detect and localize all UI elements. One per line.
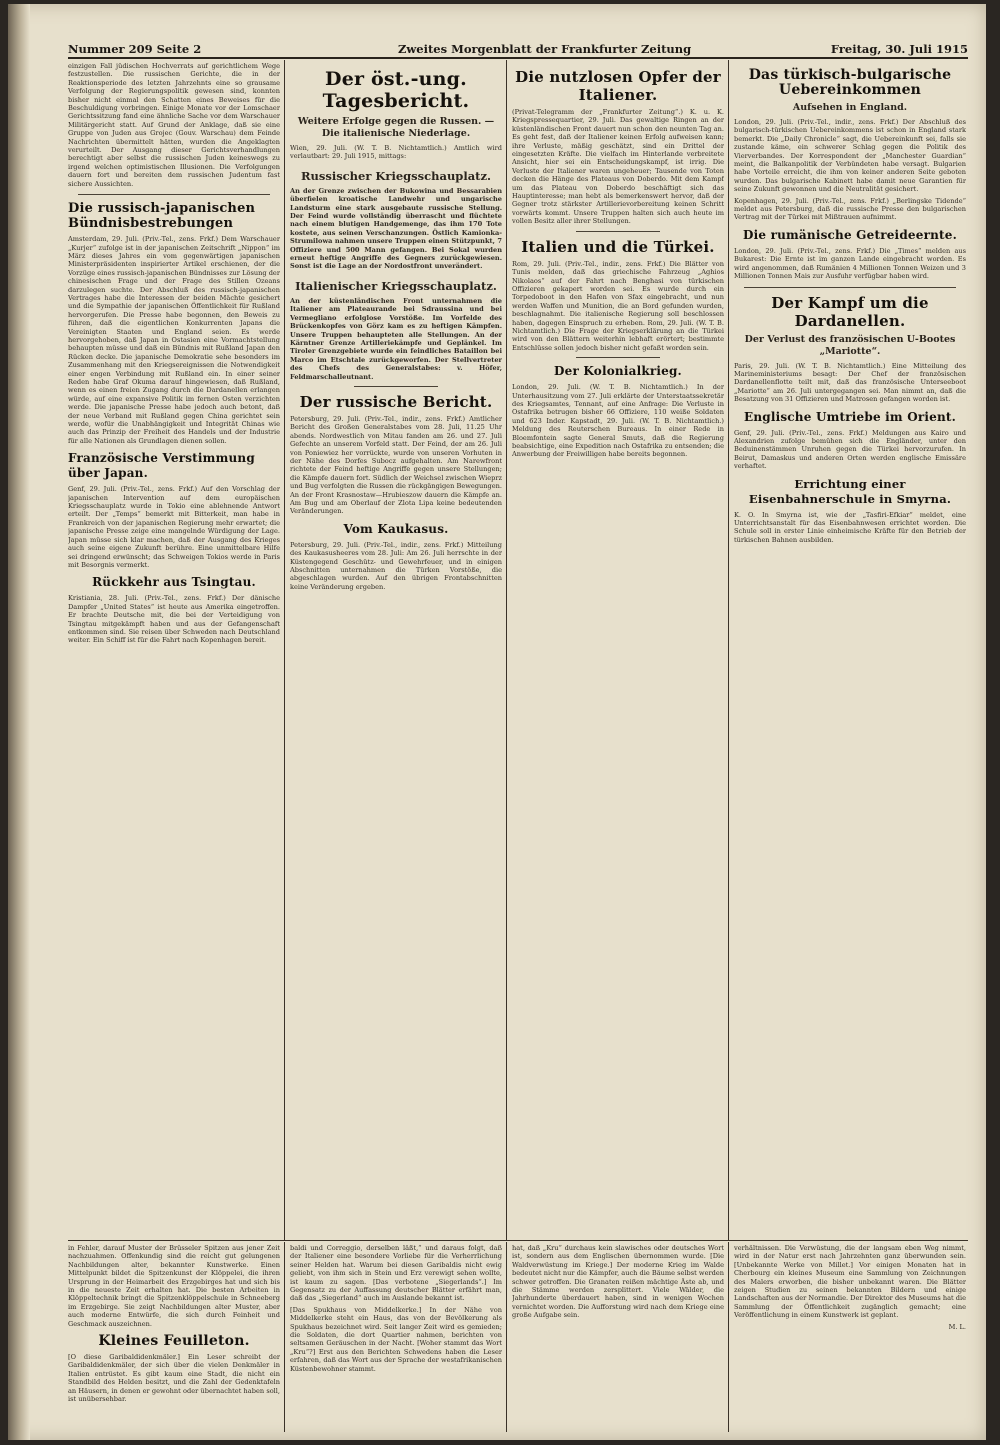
issue-number: Nummer 209 Seite 2 xyxy=(68,42,202,56)
article-text: Amsterdam, 29. Juli. (Priv.-Tel., zens. Frkf.) Dem Warschauer „Kurjer“ zufolge ist in der japanischen Zeitschrift „Nippon“ im März dieses Jahres ein vom gegenwärtigen japanischen Ministerpräsidenten inspirierter Artikel erschienen, der die Vorzüge eines russisch-japanischen Bündnisses zur Lösung der chinesischen Frage und der Frage des Stillen Ozeans darzulegen suchte. Der Abschluß des russisch-japanischen Vertrages habe die Interessen der beiden Mächte gesichert und die Sympathie der japanischen Öffentlichkeit für Rußland hervorgerufen. Die Presse habe begonnen, den Beweis zu führen, daß die eigentlichen Konkurrenten Japans die Vereinigten Staaten und England seien. Es werde hervorgehoben, daß Japan in Ostasien eine Vormachtstellung behaupten müsse und daß ein Bündnis mit Rußland Japan den Rücken decke. Die japanische Demokratie sehe besonders im Zusammenhang mit den Kriegsereignissen die Notwendigkeit einer engen Verbindung mit Rußland ein. In einer seiner Reden habe Graf Okuma darauf hingewiesen, daß Rußland, wenn es einen freien Zugang durch die Dardanellen erlangen würde, auf eine expansive Politik im fernen Osten verzichten werde. Die japanische Presse habe jedoch auch betont, daß der neue Verband mit Rußland gegen China gerichtet sein werde, wofür die Unabhängigkeit und Integrität Chinas wie auch das Prinzip der Freiheit des Handels und der Industrie für alle Nationen als Grundlagen dienen sollen. xyxy=(68,235,280,445)
headline: Die russisch-japanischen Bündnisbestrebungen xyxy=(68,201,256,232)
article-text: K. O. In Smyrna ist, wie der „Tasfiri-Efkiar“ meldet, eine Unterrichtsanstalt für das Eisenbahnwesen errichtet worden. Die Schule soll in erster Linie einheimische Kräfte für den Betrieb der türkischen Bahnen ausbilden. xyxy=(734,510,966,544)
column-4 xyxy=(734,62,966,1238)
headline: Kleines Feuilleton. xyxy=(98,1333,250,1350)
article-text: London, 29. Juli. (Priv.-Tel., indir., zens. Frkf.) Der Abschluß des bulgarisch-türkischen Uebereinkommens ist schon in England stark bemerkt. Die „Daily Chronicle“ sagt, die Uebereinkunft sei, falls sie zustande käme, ein schwerer Schlag gegen die Politik des Vierverbandes. Der Korrespondent der „Manchester Guardian“ meint, die Balkanpolitik der Verbündeten habe versagt. Bulgarien habe Vorteile erreicht, die ihm von keiner anderen Seite geboten wurden. Das bulgarische Kabinett habe damit neue Garantien für seine Zukunft gewonnen und die Neutralität gesichert. xyxy=(734,118,966,194)
article-text: einzigen Fall jüdischen Hochverrats auf gerichtlichem Wege festzustellen. Die russischen Gerichte, die in der Reaktionsperiode des letzten Jahrzehnts eine so grausame Verfolgung der Regierungspolitik gewesen sind, konnten bisher nicht einmal den Schatten eines Beweises für die Beschuldigung vorbringen. Einige Monate vor der Lomschaer Gerichtssitzung fand eine ähnliche Sache vor dem Warschauer Militärgericht statt. Auf Grund der Anklage, daß sie eine Gruppe von Juden aus Grojec (Gouv. Warschau) dem Feinde Nachrichten übermittelt hätten, wurden die Angeklagten verurteilt. Der Ausgang dieser Gerichtsverhandlungen berechtigt aber selbst die russischen Juden keineswegs zu irgend welchen optimistischen Illusionen. Die Verfolgungen dauern fort und bereiten dem russischen Judentum fast sichere Aussichten. xyxy=(68,62,280,188)
author-signature: M. L. xyxy=(948,1322,966,1331)
article-text: Kristiania, 28. Juli. (Priv.-Tel., zens. Frkf.) Der dänische Dampfer „United States“ ist heute aus Amerika eingetroffen. Er brachte Deutsche mit, die bei der Verteidigung von Tsingtau mitgekämpft haben und aus der Gefangenschaft entkommen sind. Sie reisen über Schweden nach Deutschland weiter. Ein Schiff ist für die Fahrt nach Kopenhagen bereit. xyxy=(68,594,280,645)
headline: Der öst.-ung. Tagesbericht. xyxy=(322,68,470,112)
article-text: London, 29. Juli. (W. T. B. Nichtamtlich.) In der Unterhausitzung vom 27. Juli erklärte der Unterstaatssekretär des Kriegsamtes, Tennant, auf eine Anfrage: Die Verluste in Ostafrika betrugen bisher 66 Offiziere, 110 weiße Soldaten und 623 Inder. Kapstadt, 29. Juli. (W. T. B. Nichtamtlich.) Meldung des Reuterschen Bureaus. In einer Rede in Bloemfontein sagte General Smuts, daß die Regierung beabsichtige, eine Expedition nach Ostafrika zu entsenden; die Anwerbung der Freiwilligen habe bereits begonnen. xyxy=(512,383,724,459)
article-text: Wien, 29. Juli. (W. T. B. Nichtamtlich.) Amtlich wird verlautbart: 29. Juli 1915, mittags: xyxy=(290,144,502,161)
feuilleton-text: [Das Spukhaus von Middelkerke.] In der Nähe von Middelkerke steht ein Haus, das von der Bevölkerung als Spukhaus bezeichnet wird. Seit langer Zeit wird es gemieden; die Soldaten, die dort Quartier nahmen, berichten von seltsamen Geräuschen in der Nacht. [Woher stammt das Wort „Kru“?] Erst aus den Berichten Schwedens haben die Leser erfahren, daß das Wort aus der Sprache der westafrikanischen Küstenbewohner stammt. xyxy=(290,1305,502,1373)
feuilleton-column-4 xyxy=(734,1244,966,1432)
separator xyxy=(354,386,439,387)
article-text: Rom, 29. Juli. (Priv.-Tel., indir., zens. Frkf.) Die Blätter von Tunis melden, daß das griechische Fahrzeug „Aghios Nikolaos“ auf der Fahrt nach Benghasi von türkischen Offizieren gekapert worden sei. Es wurde durch ein Torpedoboot in den Hafen von Sfax eingebracht, und nun werden Waffen und Munition, die an Bord gefunden wurden, beschlagnahmt. Die italienische Regierung soll beschlossen haben, dagegen Einspruch zu erheben. Rom, 29. Juli. (W. T. B. Nichtamtlich.) Die Frage der Kriegserklärung an die Türkei wird von den Blättern weiterhin lebhaft erörtert; bestimmte Entschlüsse sollen jedoch bisher nicht gefaßt worden sein. xyxy=(512,259,724,352)
newspaper-page xyxy=(8,4,986,1440)
column-divider xyxy=(506,60,507,1240)
feuilleton-divider xyxy=(68,1240,968,1241)
column-divider xyxy=(284,1242,285,1432)
feuilleton-column-3 xyxy=(512,1244,724,1432)
feuilleton-text: verhältnissen. Die Verwüstung, die der langsam eben Weg nimmt, wird in der Natur erst nach Jahrzehnten ganz überwunden sein. [Unbekannte Werke von Millet.] Vor einigen Monaten hat in Cherbourg ein kleines Museum eine Sammlung von Zeichnungen des Malers erworben, die bisher unbekannt waren. Die Blätter zeigen Studien zu seinen bekannten Bildern und einige Landschaften aus der Normandie. Der Direktor des Museums hat die Sammlung der Öffentlichkeit zugänglich gemacht; eine Veröffentlichung in einem Kunstwerk ist geplant. xyxy=(734,1244,966,1320)
column-2 xyxy=(290,62,502,1238)
headline: Der russische Bericht. xyxy=(299,392,493,411)
separator xyxy=(744,287,956,288)
headline: Der Kolonialkrieg. xyxy=(554,364,682,379)
column-1 xyxy=(68,62,280,1238)
column-divider xyxy=(506,1242,507,1432)
feuilleton-column-1 xyxy=(68,1244,280,1432)
headline: Englische Umtriebe im Orient. xyxy=(743,409,957,424)
article-text: An der Grenze zwischen der Bukowina und Bessarabien überfielen kroatische Landwehr und ungarische Landsturm eine stark ausgebaute russische Stellung. Der Feind wurde vollständig überrascht und flüchtete nach einem blutigen Handgemenge, das ihm 170 Tote kostete, aus seinen Verschanzungen. Östlich Kamionka-Strumilowa nahmen unsere Truppen einen Stützpunkt, 7 Offiziere und 500 Mann gefangen. Bei Sokal wurden erneut heftige Angriffe des Gegners zurückgewiesen. Sonst ist die Lage an der Nordostfront unverändert. xyxy=(290,186,502,271)
article-text: Petersburg, 29. Juli. (Priv.-Tel., indir., zens. Frkf.) Amtlicher Bericht des Großen Generalstabes vom 28. Juli, 11.25 Uhr abends. Nordwestlich von Mitau fanden am 26. und 27. Juli Gefechte an unserem Vorfeld statt. Der Feind, der am 26. Juli von Poniewiez her vorrückte, wurde von unseren Vorhuten in der Nähe des Dorfes Subocz aufgehalten. Am Narewfront richtete der Feind heftige Angriffe gegen unsere Stellungen; die Kämpfe dauern fort. Südlich der Weichsel zwischen Wieprz und Bug verfolgten die Russen die rückgängigen Bewegungen. An der Front Krasnostaw—Hrubieszow dauern die Kämpfe an. Am Bug und am Oberlauf der Zlota Lipa keine bedeutenden Veränderungen. xyxy=(290,414,502,516)
headline: Der Kampf um die Dardanellen. xyxy=(771,293,929,330)
separator xyxy=(576,231,661,232)
headline: Rückkehr aus Tsingtau. xyxy=(92,575,256,590)
headline: Italien und die Türkei. xyxy=(521,237,715,256)
article-text: Kopenhagen, 29. Juli. (Priv.-Tel., zens. Frkf.) „Berlingske Tidende“ meldet aus Petersburg, daß die russische Presse den bulgarischen Vertrag mit der Türkei mit Mißtrauen aufnimmt. xyxy=(734,196,966,222)
column-divider xyxy=(728,1242,729,1432)
issue-date: Freitag, 30. Juli 1915 xyxy=(830,42,968,56)
subheadline: Weitere Erfolge gegen die Russen. — Die italienische Niederlage. xyxy=(297,116,495,139)
subheadline: Aufsehen in England. xyxy=(792,102,908,113)
column-divider xyxy=(284,60,285,1240)
headline: Die rumänische Getreideernte. xyxy=(743,227,957,242)
feuilleton-text: hat, daß „Kru“ durchaus kein slawisches oder deutsches Wort ist, sondern aus dem Englischen übernommen wurde. [Die Waldverwüstung im Kriege.] Der moderne Krieg im Walde bedeutet nicht nur die Kämpfer, auch die Bäume selbst werden schwer getroffen. Die Granaten reißen mächtige Äste ab, und die Stämme werden zersplittert. Viele Wälder, die Jahrhunderte überdauert haben, sind in wenigen Wochen vernichtet worden. Die Aufforstung wird nach dem Kriege eine große Aufgabe sein. xyxy=(512,1244,724,1320)
paper-name: Zweites Morgenblatt der Frankfurter Zeitung xyxy=(398,42,692,56)
feuilleton-text: baldi und Correggio, derselben läßt,“ und daraus folgt, daß der Italiener eine besondere Vorliebe für die Verherrlichung seiner Helden hat. Warum bei diesen Garibaldis nicht ewig geliebt, von ihm sich in Stein und Erz verewigt sehen wollte, ist kaum zu sagen. [Das verbotene „Siegerlands“.] Im Gegensatz zu der Auffassung deutscher Blätter erfährt man, daß das „Siegerland“ auch im Auslande bekannt ist. xyxy=(290,1244,502,1303)
headline: Errichtung einer Eisenbahnerschule in Smyrna. xyxy=(748,476,952,506)
article-text: Paris, 29. Juli. (W. T. B. Nichtamtlich.) Eine Mitteilung des Marineministeriums besagt: Der Chef der französischen Dardanellenflotte teilt mit, daß das französische Unterseeboot „Mariotte“ am 26. Juli untergegangen sei. Man nimmt an, daß die Besatzung von 31 Offizieren und Matrosen gefangen worden ist. xyxy=(734,361,966,404)
separator xyxy=(576,357,661,358)
separator xyxy=(78,194,270,195)
article-text: Genf, 29. Juli. (Priv.-Tel., zens. Frkf.) Auf den Vorschlag der japanischen Intervention auf dem europäischen Kriegsschauplatz wurde in Tokio eine ablehnende Antwort erteilt. Der „Temps“ bemerkt mit Bitterkeit, man habe in Frankreich von der japanischen Regierung mehr erwartet; die japanische Presse zeige eine mangelnde Würdigung der Lage. Japan müsse sich klar machen, daß der Ausgang des Krieges auch seine eigene Zukunft berühre. Eine unmittelbare Hilfe sei dringend erwünscht; das Schweigen Tokios werde in Paris mit Besorgnis vermerkt. xyxy=(68,485,280,569)
headline: Vom Kaukasus. xyxy=(343,521,449,536)
headline: Französische Verstimmung über Japan. xyxy=(68,451,255,481)
article-text: Genf, 29. Juli. (Priv.-Tel., zens. Frkf.) Meldungen aus Kairo und Alexandrien zufolge bemühen sich die Engländer, unter den Beduinenstämmen Unruhen gegen die Türkei hervorzurufen. In Beirut, Damaskus und anderen Orten werden englische Emissäre verhaftet. xyxy=(734,428,966,471)
headline: Die nutzlosen Opfer der Italiener. xyxy=(515,68,721,104)
feuilleton-text: [O diese Garibaldidenkmäler.] Ein Leser schreibt der Garibaldidenkmäler, der sich über die vielen Denkmäler in Italien entrüstet. Es gibt kaum eine Stadt, die nicht ein Standbild des Helden besitzt, und die Zahl der Gedenktafeln an Häusern, in denen er gewohnt oder übernachtet haben soll, ist unübersehbar. xyxy=(68,1353,280,1404)
article-text: (Privat-Telegramm der „Frankfurter Zeitung“.) K. u. K. Kriegspressequartier, 29. Juli. Das gewaltige Ringen an der küstenländischen Front dauert nun schon den neunten Tag an. Es geht fest, daß der Italiener keinen Erfolg aufweisen kann; ihre Verluste, mäßig geschätzt, sind ein Drittel der eingesetzten Kräfte. Die vielfach im Hinterlande verbreitete Ansicht, hier sei ein Entscheidungskampf, ist irrig. Die Verluste der Italiener waren ungeheuer; Tausende von Toten decken die Hänge des Plateaus von Doberdo. Mit dem Kampf um das Plateau von Doberdo beschäftigt sich das Hauptinteresse; man hebt als bemerkenswert hervor, daß der Gegner trotz stärkster Artillerievorbereitung keinen Schritt vorwärts kommt. Unsere Truppen halten sich auch heute im vollen Besitz aller ihrer Stellungen. xyxy=(512,108,724,226)
feuilleton-text: in Fehler, darauf Muster der Brüsseler Spitzen aus jener Zeit nachzuahmen. Offenkundig sind die reicht gut gelungenen Nachbildungen alter, bekannter Kunstwerke. Einen Mittelpunkt bildet die Spitzenkunst der Klöppelei, die ihren Ursprung in der Heimarbeit des Erzgebirges hat und sich bis in die neueste Zeit erhalten hat. Die besten Arbeiten in Klöppeltechnik bringt die Spitzenklöppelschule in Schneeberg im Erzgebirge. Sie zeigt Nachbildungen alter Muster, aber auch moderne Entwürfe, die sich durch Feinheit und Geschmack auszeichnen. xyxy=(68,1244,280,1328)
header-rule xyxy=(68,57,968,59)
section-heading: Russischer Kriegsschauplatz. xyxy=(300,168,492,183)
headline: Das türkisch-bulgarische Uebereinkommen xyxy=(748,67,952,98)
book-binding xyxy=(8,4,30,1440)
column-3 xyxy=(512,62,724,1238)
column-divider xyxy=(728,60,729,1240)
subheadline: Der Verlust des französischen U-Bootes „Mariotte“. xyxy=(744,333,956,357)
feuilleton-column-2 xyxy=(290,1244,502,1432)
article-text: Petersburg, 29. Juli. (Priv.-Tel., indir., zens. Frkf.) Mitteilung des Kaukasusheeres vom 28. Juli: Am 26. Juli herrschte in der Küstengegend Geschütz- und Gewehrfeuer, und in einigen Abschnitten unternahmen die Türken Vorstöße, die abgeschlagen wurden. Auf den übrigen Frontabschnitten keine Veränderung ergeben. xyxy=(290,540,502,591)
article-text: An der küstenländischen Front unternahmen die Italiener am Plateaurande bei Sdraussina und bei Vermegliano erfolglose Vorstöße. Im Vorfelde des Brückenkopfes von Görz kam es zu heftigen Kämpfen. Unsere Truppen behaupteten alle Stellungen. An der Kärntner Grenze Artilleriekämpfe und Geplänkel. Im Tiroler Grenzgebiete wurde ein feindliches Bataillon bei Marco im Etschtale zurückgeworfen. Der Stellvertreter des Chefs des Generalstabes: v. Höfer, Feldmarschalleutnant. xyxy=(290,296,502,381)
article-text: London, 29. Juli. (Priv.-Tel., zens. Frkf.) Die „Times“ melden aus Bukarest: Die Ernte ist im ganzen Lande eingebracht worden. Es wird angenommen, daß Rumänien 4 Millionen Tonnen Weizen und 3 Millionen Tonnen Mais zur Ausfuhr verfügbar haben wird. xyxy=(734,246,966,281)
section-heading: Italienischer Kriegsschauplatz. xyxy=(295,278,497,293)
